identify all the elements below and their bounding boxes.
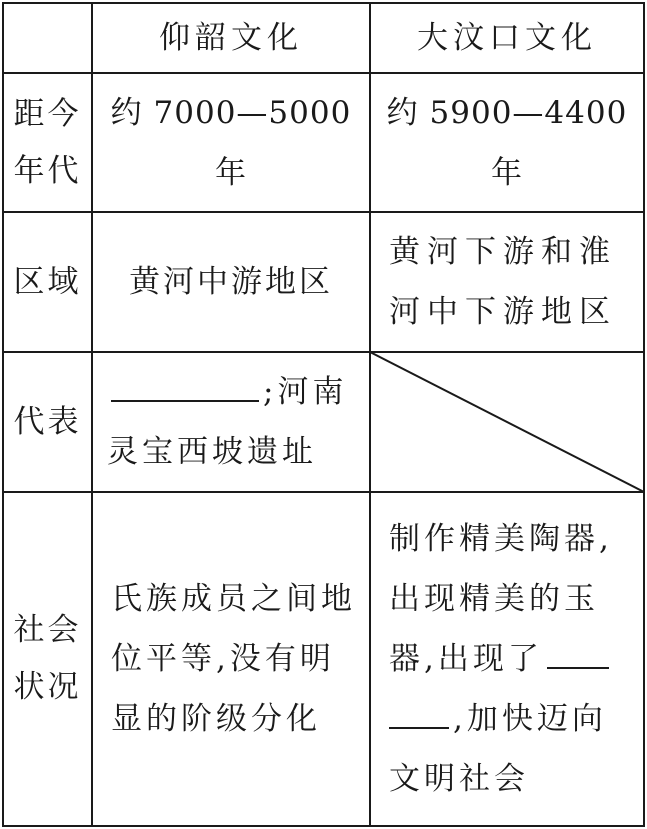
cell-line: 文明社会 xyxy=(389,761,529,797)
fill-in-blank xyxy=(111,370,259,402)
cell-line: 制作精美陶器, xyxy=(389,521,613,557)
row-label-line: 代表 xyxy=(13,403,82,440)
yangshao-region: 黄河中游地区 xyxy=(129,264,333,300)
row-label-line: 距今 xyxy=(13,95,82,132)
dawenkou-era: 约 5900—4400 年 xyxy=(386,94,628,191)
cell-line: 出现精美的玉 xyxy=(389,581,599,617)
yangshao-era: 约 7000—5000 年 xyxy=(110,94,352,191)
cell-line: 显的阶级分化 xyxy=(111,701,321,737)
corner-cell xyxy=(4,4,91,72)
row-label-line: 年代 xyxy=(13,152,82,189)
dawenkou-region xyxy=(371,213,643,351)
row-label-society xyxy=(4,493,91,825)
fill-in-blank xyxy=(389,697,449,729)
dawenkou-society xyxy=(371,493,643,825)
cell-line: 河中下游地区 xyxy=(389,294,617,330)
row-label-line: 状况 xyxy=(13,669,82,705)
cell-line: ,加快迈向 xyxy=(389,689,607,749)
fill-in-blank xyxy=(547,637,609,669)
dawenkou-representative-empty xyxy=(371,353,643,491)
cell-line: 黄河下游和淮 xyxy=(389,234,617,270)
yangshao-society xyxy=(93,493,369,825)
cell-line: ;河南 xyxy=(107,362,347,422)
row-label-region xyxy=(4,213,91,351)
cell-line: 灵宝西坡遗址 xyxy=(107,434,317,470)
yangshao-representative xyxy=(93,353,369,491)
row-label-line: 社会 xyxy=(13,612,82,648)
header-dawenkou: 大汶口文化 xyxy=(417,20,597,56)
row-label-line: 区域 xyxy=(13,263,82,300)
cell-line: 位平等,没有明 xyxy=(111,641,335,677)
cell-line: 器,出现了 xyxy=(389,629,613,689)
row-label-representative xyxy=(4,353,91,491)
row-label-era xyxy=(4,74,91,211)
cell-line: 氏族成员之间地 xyxy=(111,581,356,617)
header-yangshao: 仰韶文化 xyxy=(159,20,303,56)
